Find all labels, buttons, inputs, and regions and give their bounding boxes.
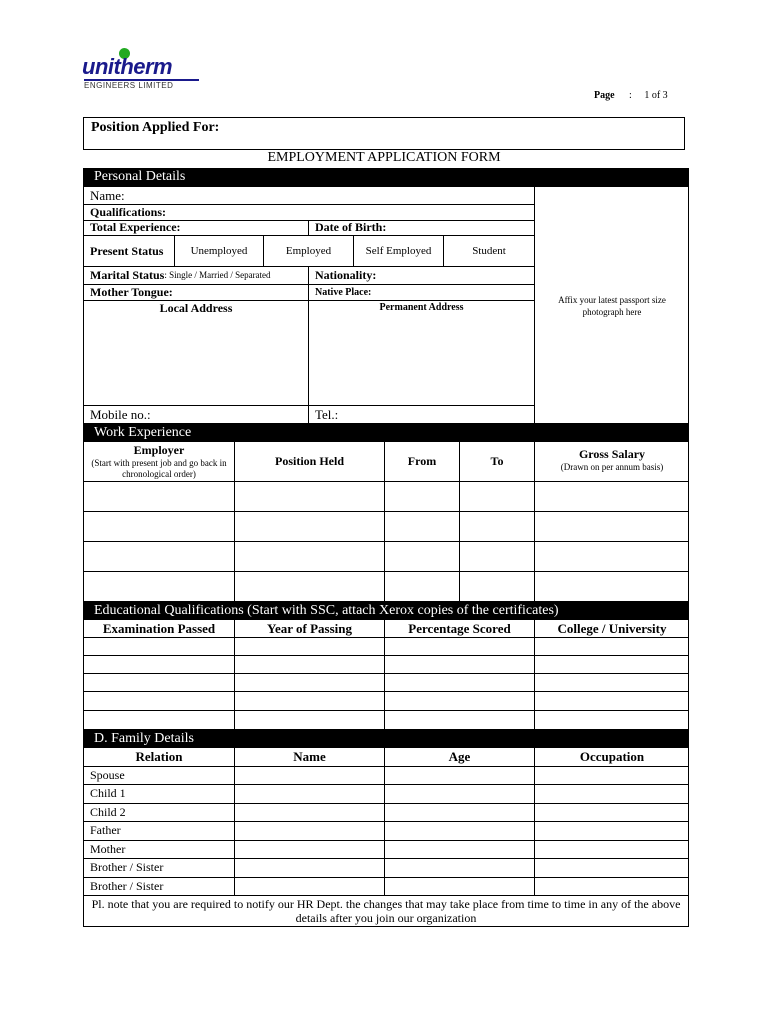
family-col-occupation: Occupation: [579, 749, 645, 764]
status-option-student[interactable]: Student: [472, 244, 506, 257]
logo-brand: unitherm: [82, 54, 173, 79]
marital-status-field[interactable]: [90, 266, 271, 284]
marital-options: : Single / Married / Separated: [164, 270, 271, 280]
employer-column-header: [84, 443, 234, 480]
family-header: D. Family Details: [83, 730, 689, 748]
education-header: Educational Qualifications (Start with SSC, attach Xerox copies of the certificates): [83, 602, 689, 620]
edu-col-college: College / University: [557, 620, 667, 636]
total-experience-field[interactable]: Total Experience:: [90, 220, 181, 234]
dob-field[interactable]: Date of Birth:: [315, 220, 387, 234]
marital-status-label: Marital Status: [90, 267, 165, 282]
to-header: To: [490, 454, 504, 468]
mobile-field[interactable]: Mobile no.:: [90, 406, 151, 422]
gross-salary-label: Gross Salary: [578, 447, 646, 461]
family-col-name: Name: [293, 749, 326, 764]
personal-details-header: Personal Details: [83, 168, 689, 187]
photo-placeholder[interactable]: [542, 187, 682, 424]
mother-tongue-field[interactable]: Mother Tongue:: [90, 284, 173, 299]
employer-label: Employer: [133, 443, 185, 457]
qualifications-field[interactable]: Qualifications:: [90, 204, 167, 219]
permanent-address-label: Permanent Address: [379, 302, 464, 313]
family-relation-spouse: Spouse: [90, 767, 125, 782]
status-option-unemployed[interactable]: Unemployed: [190, 244, 248, 257]
logo-subtitle: ENGINEERS LIMITED: [84, 81, 174, 90]
position-applied-box[interactable]: [83, 117, 685, 150]
page-number: [594, 90, 668, 101]
family-relation-child-1: Child 1: [90, 786, 126, 800]
edu-col-exam: Examination Passed: [102, 620, 216, 636]
company-logo: [82, 46, 207, 92]
family-relation-father: Father: [90, 823, 121, 837]
status-option-employed[interactable]: Employed: [285, 244, 332, 257]
present-status-label: Present Status: [90, 243, 164, 258]
page-label: Page: [594, 90, 615, 101]
tel-field[interactable]: Tel.:: [315, 406, 339, 422]
page-value: 1 of 3: [644, 90, 668, 101]
form-title: EMPLOYMENT APPLICATION FORM: [267, 150, 501, 165]
status-option-self-employed[interactable]: Self Employed: [365, 244, 432, 257]
edu-col-year: Year of Passing: [267, 620, 352, 636]
family-relation-sibling-2: Brother / Sister: [90, 878, 164, 893]
family-note: Pl. note that you are required to notify our HR Dept. the changes that may take place from time to time in any of the above details after you join our organization: [91, 897, 681, 925]
local-address-label: Local Address: [159, 301, 233, 315]
nationality-field[interactable]: Nationality:: [315, 267, 377, 282]
photo-note: Affix your latest passport size photograph here: [558, 294, 666, 317]
page-sep: :: [629, 90, 632, 101]
family-relation-child-2: Child 2: [90, 804, 126, 819]
family-col-relation: Relation: [135, 749, 183, 764]
edu-col-percentage: Percentage Scored: [408, 620, 511, 636]
family-relation-mother: Mother: [90, 841, 126, 856]
gross-salary-note: (Drawn on per annum basis): [560, 462, 664, 472]
employer-note: (Start with present job and go back in chronological order): [91, 458, 227, 479]
permanent-address-field[interactable]: [309, 316, 534, 404]
name-field[interactable]: Name:: [90, 187, 125, 203]
local-address-field[interactable]: [84, 316, 308, 404]
family-col-age: Age: [448, 749, 471, 764]
native-place-field[interactable]: Native Place:: [315, 286, 372, 298]
position-held-header: Position Held: [274, 454, 344, 468]
position-applied-label: Position Applied For:: [91, 120, 220, 135]
work-experience-header: Work Experience: [83, 424, 689, 442]
gross-salary-header: [535, 447, 689, 472]
family-relation-sibling-1: Brother / Sister: [90, 860, 164, 874]
from-header: From: [407, 454, 437, 468]
